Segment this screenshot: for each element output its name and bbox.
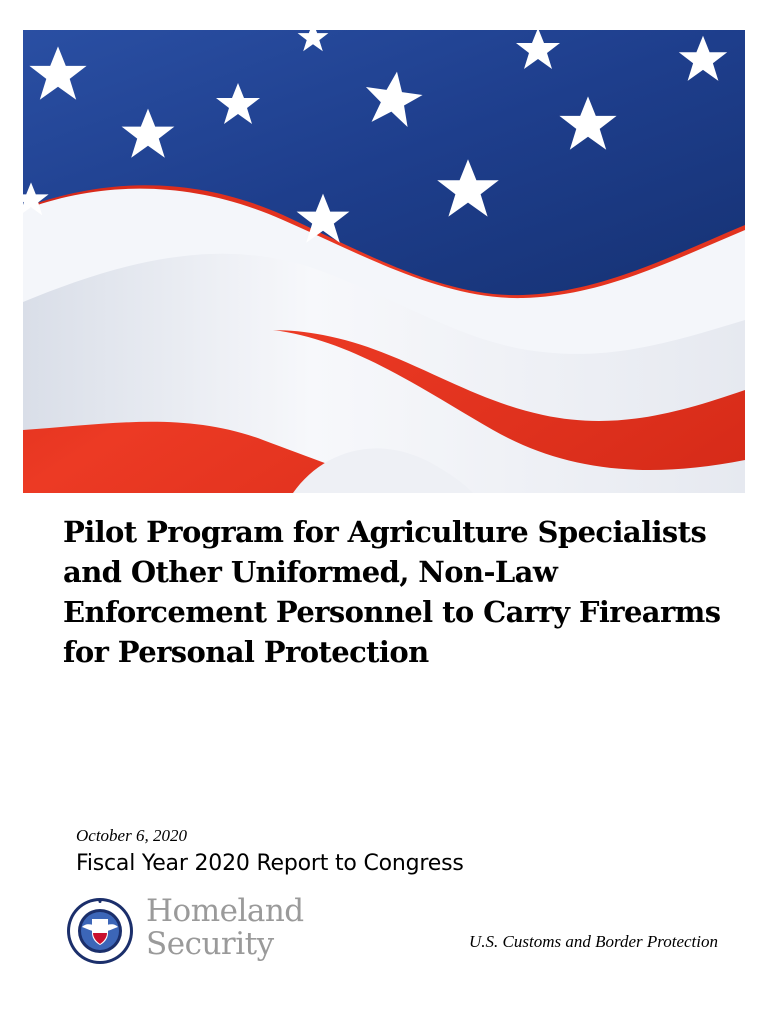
american-flag-image [23, 30, 745, 493]
report-label: Fiscal Year 2020 Report to Congress [76, 851, 464, 876]
report-date: October 6, 2020 [76, 826, 187, 845]
flag-icon [23, 30, 745, 493]
dhs-seal-icon [66, 897, 134, 965]
wordmark-line-2: Security [146, 926, 274, 962]
homeland-security-wordmark [146, 895, 304, 961]
wordmark-line-1: Homeland [146, 893, 304, 929]
agency-name: U.S. Customs and Border Protection [468, 932, 718, 951]
report-title: Pilot Program for Agriculture Specialists and Other Uniformed, Non-Law Enforcement Personnel to Carry Firearms for Personal Protection [63, 515, 721, 669]
